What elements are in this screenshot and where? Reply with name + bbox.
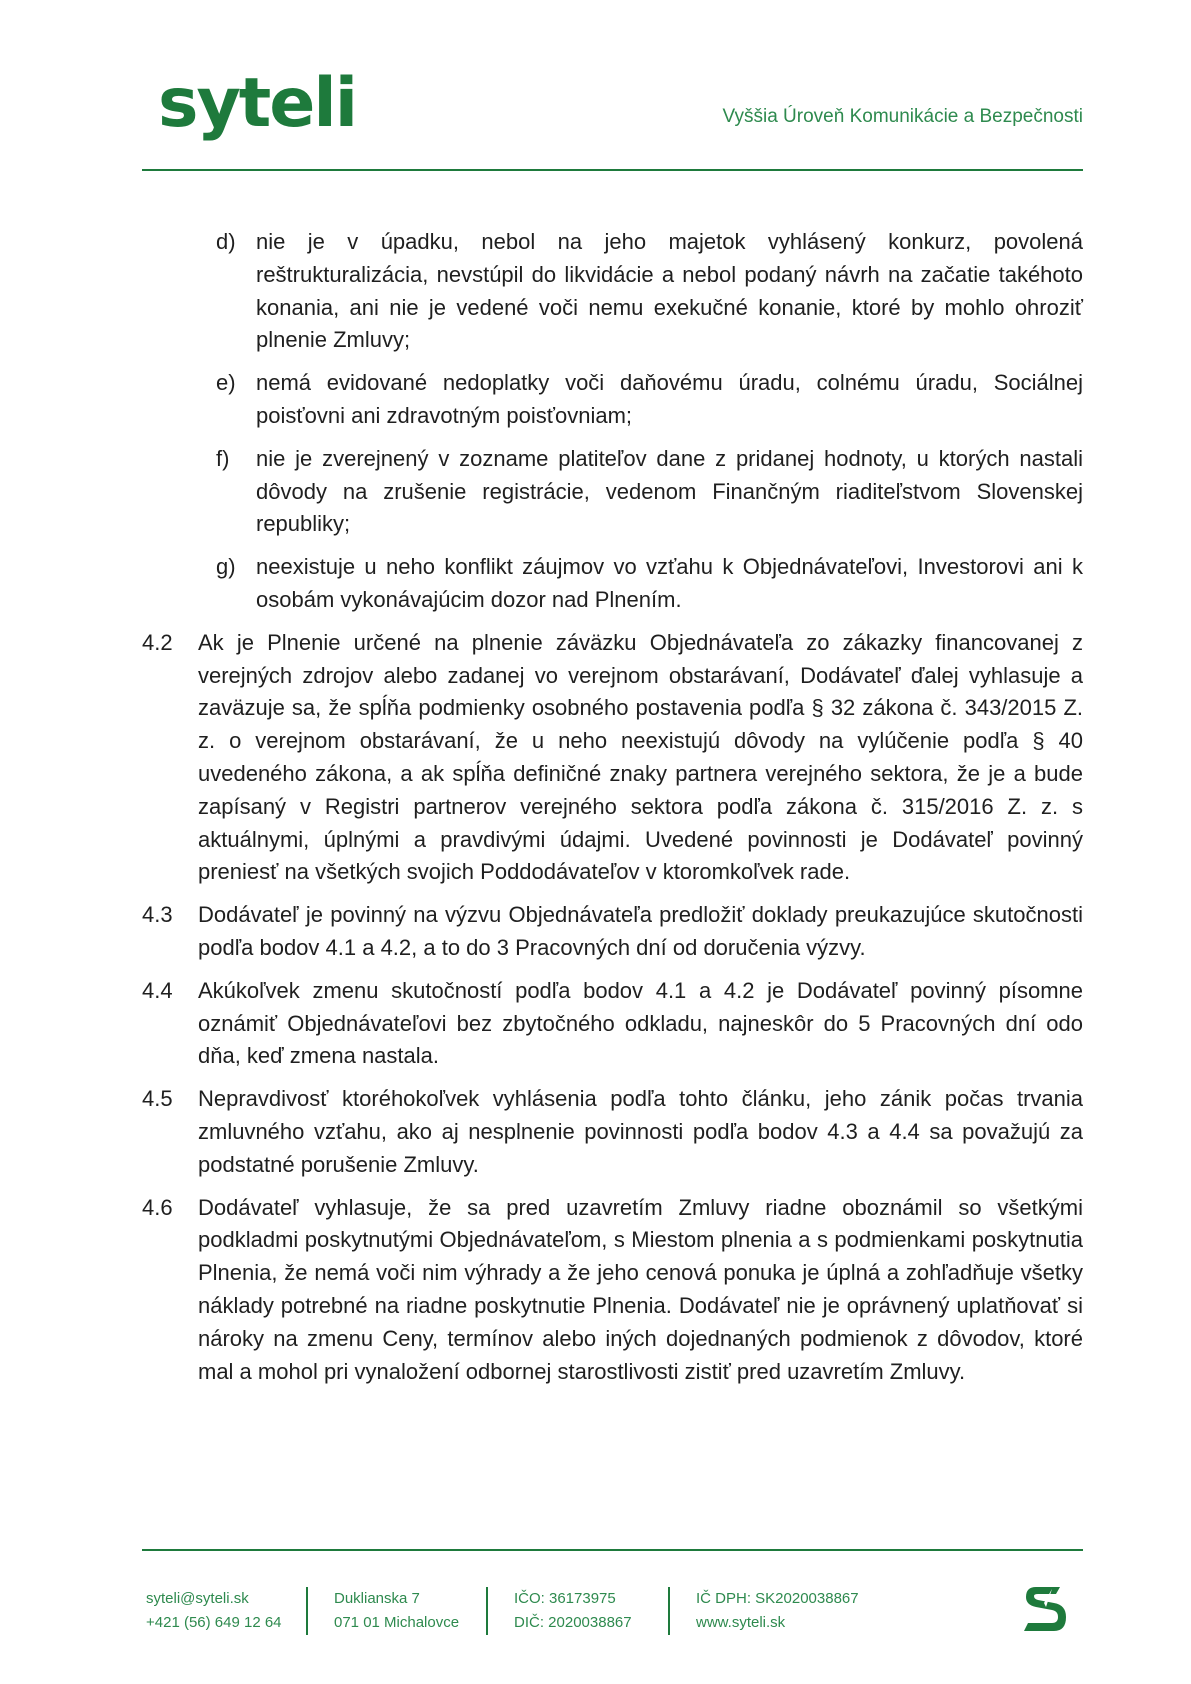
clause-text: Nepravdivosť ktoréhokoľvek vyhlásenia podľa tohto článku, jeho zánik počas trvania zmluvného vzťahu, ako aj nesplnenie povinnosti podľa bodov 4.3 a 4.4 sa považujú za podstatné porušenie Zmluvy. [198, 1086, 1083, 1177]
footer-email[interactable]: syteli@syteli.sk [146, 1590, 249, 1607]
footer-address [334, 1587, 459, 1635]
footer-city: 071 01 Michalovce [334, 1614, 460, 1631]
footer-separator [486, 1587, 488, 1635]
document-body [142, 226, 1083, 1398]
footer-separator [306, 1587, 308, 1635]
list-item-label: g) [216, 554, 236, 580]
clause [142, 975, 1083, 1073]
list-item-label: d) [216, 229, 236, 254]
footer-contact [146, 1587, 282, 1635]
footer-ico: IČO: 36173975 [514, 1590, 616, 1607]
list-item [142, 443, 1083, 541]
header-divider [142, 169, 1083, 171]
list-item-text: nie je zverejnený v zozname platiteľov dane z pridanej hodnoty, u ktorých nastali dôvody na zrušenie registrácie, vedenom Finančným riaditeľstvom Slovenskej republiky; [256, 445, 1083, 537]
list-item-label: e) [216, 370, 236, 396]
clause-text: Ak je Plnenie určené na plnenie záväzku Objednávateľa zo zákazky financovanej z verejných zdrojov alebo zadanej vo verejnom obstarávaní, Dodávateľ ďalej vyhlasuje a zaväzuje sa, že spĺňa podmienky osobného postavenia podľa § 32 zákona č. 343/2015 Z. z. o verejnom obstarávaní, že u neho neexistujú dôvody na vylúčenie podľa § 40 uvedeného zákona, a ak spĺňa definičné znaky partnera verejného sektora, že je a bude zapísaný v Registri partnerov verejného sektora podľa zákona č. 315/2016 Z. z. s aktuálnymi, úplnými a pravdivými údajmi. Uvedené povinnosti je Dodávateľ povinný preniesť na všetkých svojich Poddodávateľov v ktoromkoľvek rade. [198, 629, 1083, 885]
footer-icdph: IČ DPH: SK2020038867 [696, 1590, 859, 1607]
clause-text: Akúkoľvek zmenu skutočností podľa bodov 4.1 a 4.2 je Dodávateľ povinný písomne oznámiť Objednávateľovi bez zbytočného odkladu, najneskôr do 5 Pracovných dní odo dňa, keď zmena nastala. [198, 977, 1083, 1069]
list-item-text: nemá evidované nedoplatky voči daňovému úradu, colnému úradu, Sociálnej poisťovni ani zdravotným poisťovniam; [256, 370, 1083, 428]
clause-number: 4.6 [142, 1194, 173, 1220]
footer-ids [514, 1587, 632, 1635]
syteli-mark-icon [1022, 1583, 1068, 1635]
clause [142, 627, 1083, 889]
clause-number: 4.3 [142, 902, 173, 928]
list-item [142, 551, 1083, 617]
list-item [142, 367, 1083, 433]
clause [142, 899, 1083, 965]
footer-separator [668, 1587, 670, 1635]
footer-vat [696, 1587, 859, 1635]
footer-phone: +421 (56) 649 12 64 [146, 1614, 282, 1631]
company-logo: syteli [158, 64, 357, 143]
header-tagline: Vyššia Úroveň Komunikácie a Bezpečnosti [722, 106, 1083, 127]
clause-number: 4.4 [142, 977, 173, 1003]
clause-text: Dodávateľ je povinný na výzvu Objednávateľa predložiť doklady preukazujúce skutočnosti podľa bodov 4.1 a 4.2, a to do 3 Pracovných dní od doručenia výzvy. [198, 902, 1083, 960]
list-item-text: neexistuje u neho konflikt záujmov vo vzťahu k Objednávateľovi, Investorovi ani k osobám vykonávajúcim dozor nad Plnením. [256, 554, 1083, 612]
list-item [142, 226, 1083, 357]
list-item-label: f) [216, 445, 230, 471]
clause-number: 4.2 [142, 629, 173, 655]
footer-street: Duklianska 7 [334, 1590, 420, 1607]
footer-divider [142, 1549, 1083, 1551]
clause-text: Dodávateľ vyhlasuje, že sa pred uzavretím Zmluvy riadne oboznámil so všetkými podkladmi poskytnutými Objednávateľom, s Miestom plnenia a s podmienkami poskytnutia Plnenia, že nemá voči nim výhrady a že jeho cenová ponuka je úplná a zohľadňuje všetky náklady potrebné na riadne poskytnutie Plnenia. Dodávateľ nie je oprávnený uplatňovať si nároky na zmenu Ceny, termínov alebo iných dojednaných podmienok z dôvodov, ktoré mal a mohol pri vynaložení odbornej starostlivosti zistiť pred uzavretím Zmluvy. [198, 1194, 1083, 1384]
clause-number: 4.5 [142, 1086, 173, 1112]
clause [142, 1083, 1083, 1181]
footer-dic: DIČ: 2020038867 [514, 1614, 632, 1631]
clause [142, 1192, 1083, 1389]
list-item-text: nie je v úpadku, nebol na jeho majetok vyhlásený konkurz, povolená reštrukturalizácia, nevstúpil do likvidácie a nebol podaný návrh na začatie takéhoto konania, ani nie je vedené voči nemu exekučné konanie, ktoré by mohlo ohroziť plnenie Zmluvy; [256, 229, 1083, 353]
footer-web[interactable]: www.syteli.sk [696, 1614, 786, 1631]
